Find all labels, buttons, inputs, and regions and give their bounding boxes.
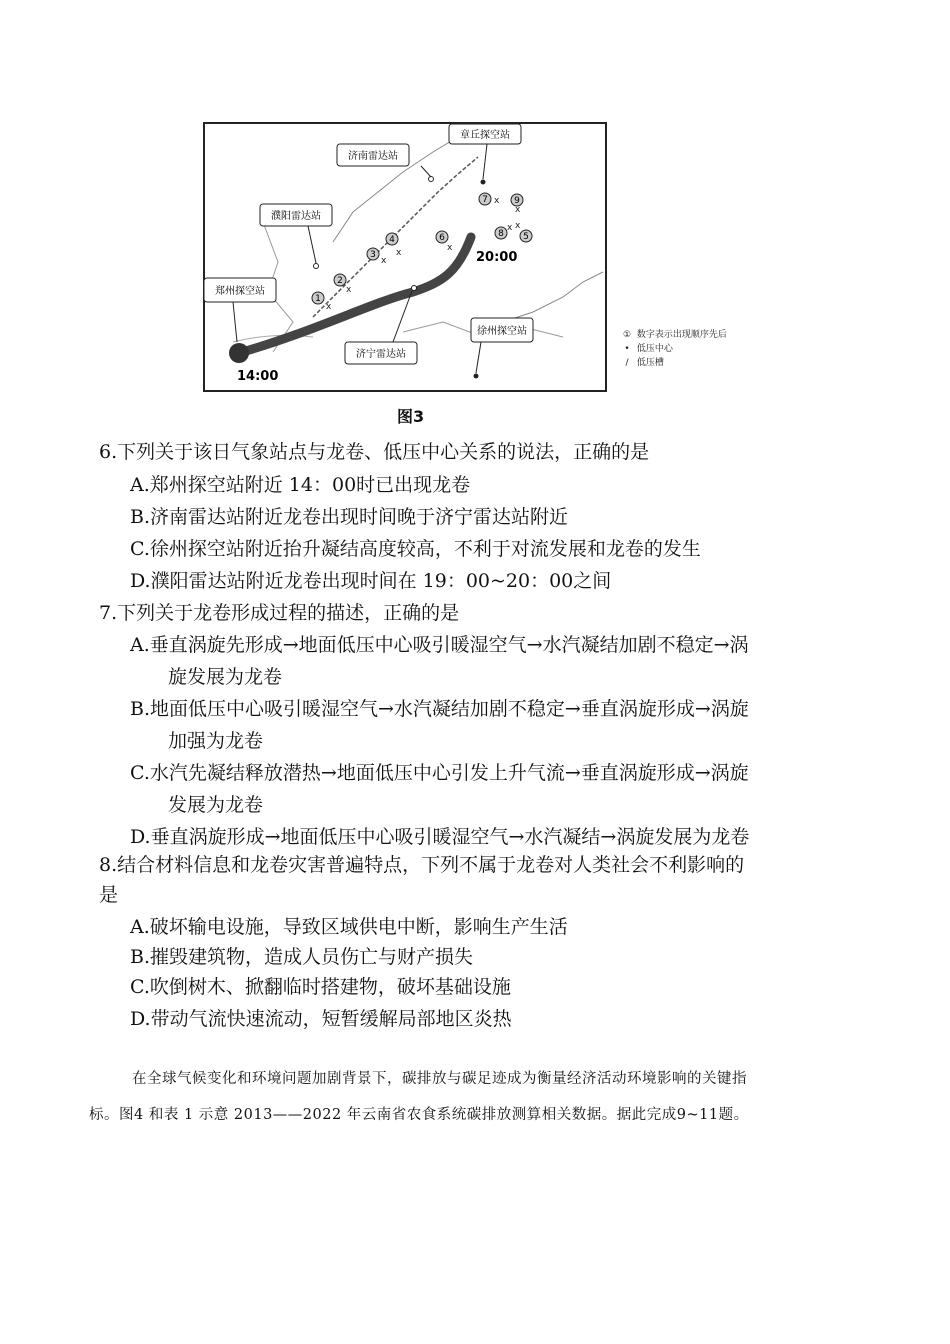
tornado-marker-label: 6 bbox=[439, 233, 445, 243]
question-8-option-a: A.破坏输电设施，导致区域供电中断，影响生产生活 bbox=[130, 916, 568, 938]
jinan-station-dot bbox=[429, 177, 434, 182]
puyang-label: 濮阳雷达站 bbox=[271, 211, 321, 222]
zhangqiu-station-dot bbox=[481, 180, 486, 185]
question-7-option-b: B.地面低压中心吸引暖湿空气→水汽凝结加剧不稳定→垂直涡旋形成→涡旋 bbox=[130, 698, 749, 720]
jining-station-dot bbox=[412, 286, 417, 291]
time-end-label: 20:00 bbox=[476, 250, 518, 265]
tornado-marker-label: 2 bbox=[337, 276, 343, 286]
question-7-option-c: C.水汽先凝结释放潜热→地面低压中心引发上升气流→垂直涡旋形成→涡旋 bbox=[130, 762, 749, 784]
legend-trough bbox=[620, 356, 727, 370]
xuzhou-station-dot bbox=[474, 374, 479, 379]
question-8-option-c: C.吹倒树木、掀翻临时搭建物，破坏基础设施 bbox=[130, 976, 511, 998]
map-legend bbox=[620, 328, 727, 370]
low-center-mark: x bbox=[396, 248, 402, 258]
legend-order bbox=[620, 328, 727, 342]
legend-low-center-symbol: • bbox=[624, 344, 630, 354]
low-center-mark: x bbox=[447, 243, 453, 253]
question-7-option-c-cont: 发展为龙卷 bbox=[168, 794, 264, 816]
question-7-option-a: A.垂直涡旋先形成→地面低压中心吸引暖湿空气→水汽凝结加剧不稳定→涡 bbox=[130, 634, 749, 656]
legend-order-symbol: ① bbox=[622, 330, 632, 340]
xuzhou-label: 徐州探空站 bbox=[477, 326, 527, 337]
question-6-stem: 6.下列关于该日气象站点与龙卷、低压中心关系的说法，正确的是 bbox=[99, 441, 650, 463]
tornado-marker-label: 1 bbox=[315, 294, 321, 304]
tornado-marker-label: 7 bbox=[482, 195, 488, 205]
legend-low-center-text: 低压中心 bbox=[636, 344, 673, 354]
question-8-stem-cont: 是 bbox=[99, 884, 119, 906]
low-center-mark: x bbox=[326, 302, 332, 312]
low-center-mark: x bbox=[507, 223, 513, 233]
low-center-mark: x bbox=[494, 196, 500, 206]
tornado-marker-label: 9 bbox=[514, 196, 520, 206]
question-6-option-a: A.郑州探空站附近 14：00时已出现龙卷 bbox=[130, 474, 471, 496]
track-start-dot bbox=[229, 343, 249, 363]
low-center-mark: x bbox=[515, 221, 521, 231]
zhengzhou-label: 郑州探空站 bbox=[215, 286, 265, 297]
figure-3-map bbox=[203, 122, 607, 392]
puyang-station-dot bbox=[314, 264, 319, 269]
low-center-mark: x bbox=[346, 285, 352, 295]
question-7-stem: 7.下列关于龙卷形成过程的描述，正确的是 bbox=[99, 602, 460, 624]
question-6-option-c: C.徐州探空站附近抬升凝结高度较高，不利于对流发展和龙卷的发生 bbox=[130, 538, 701, 560]
tornado-marker-label: 8 bbox=[498, 229, 504, 239]
tornado-marker-label: 3 bbox=[370, 250, 376, 260]
legend-trough-symbol: / bbox=[625, 358, 629, 368]
figure-caption: 图3 bbox=[397, 407, 425, 426]
time-start-label: 14:00 bbox=[237, 369, 279, 384]
legend-order-text: 数字表示出现顺序先后 bbox=[636, 330, 727, 340]
question-8-option-d: D.带动气流快速流动，短暂缓解局部地区炎热 bbox=[130, 1008, 512, 1030]
tornado-marker-label: 4 bbox=[389, 235, 395, 245]
legend-low-center bbox=[620, 342, 727, 356]
question-8-option-b: B.摧毁建筑物，造成人员伤亡与财产损失 bbox=[130, 946, 474, 968]
question-7-option-b-cont: 加强为龙卷 bbox=[168, 730, 264, 752]
legend-trough-text: 低压槽 bbox=[636, 358, 664, 368]
tornado-marker-label: 5 bbox=[523, 232, 529, 242]
jinan-label: 济南雷达站 bbox=[348, 151, 398, 162]
jining-label: 济宁雷达站 bbox=[356, 349, 406, 360]
question-8-stem: 8.结合材料信息和龙卷灾害普遍特点，下列不属于龙卷对人类社会不利影响的 bbox=[99, 854, 745, 876]
material-line-2: 标。图4 和表 1 示意 2013——2022 年云南省农食系统碳排放测算相关数据。据此完成9~11题。 bbox=[89, 1107, 749, 1123]
question-7-option-a-cont: 旋发展为龙卷 bbox=[168, 666, 283, 688]
question-6-option-d: D.濮阳雷达站附近龙卷出现时间在 19：00~20：00之间 bbox=[130, 570, 612, 592]
question-7-option-d: D.垂直涡旋形成→地面低压中心吸引暖湿空气→水汽凝结→涡旋发展为龙卷 bbox=[130, 826, 750, 848]
low-center-mark: x bbox=[381, 256, 387, 266]
question-6-option-b: B.济南雷达站附近龙卷出现时间晚于济宁雷达站附近 bbox=[130, 506, 569, 528]
zhangqiu-label: 章丘探空站 bbox=[460, 130, 510, 141]
low-center-mark: x bbox=[515, 205, 521, 215]
material-line-1: 在全球气候变化和环境问题加剧背景下，碳排放与碳足迹成为衡量经济活动环境影响的关键指 bbox=[132, 1071, 747, 1087]
